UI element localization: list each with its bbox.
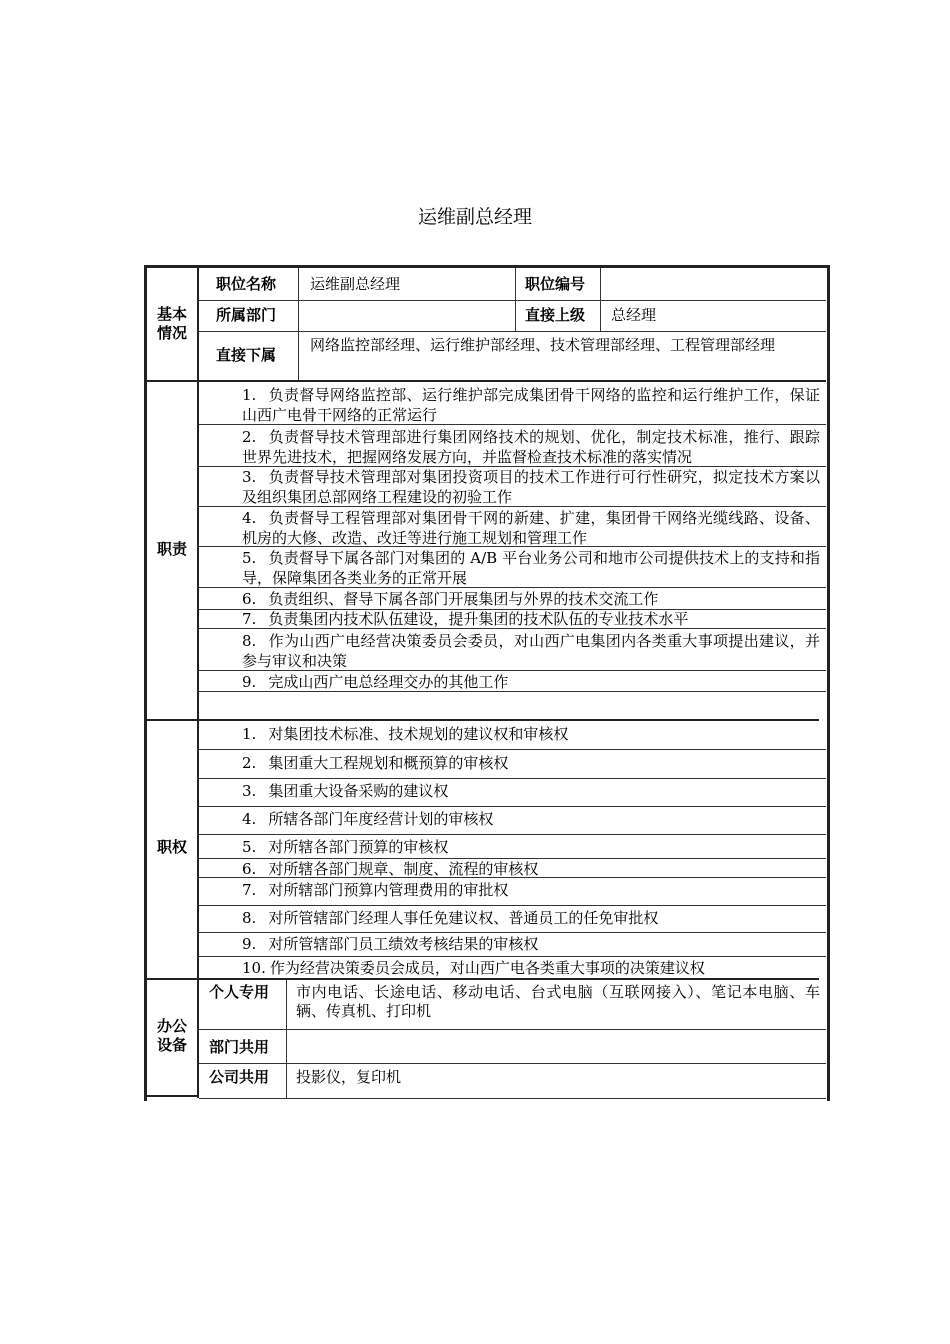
column-divider xyxy=(600,268,601,331)
section-divider xyxy=(147,380,826,382)
authority-number: 2. xyxy=(242,754,257,772)
authority-item xyxy=(242,859,820,879)
subordinates-value: 网络监控部经理、运行维护部经理、技术管理部经理、工程管理部经理 xyxy=(310,336,776,354)
duty-number: 6. xyxy=(242,590,257,608)
authority-item xyxy=(242,781,820,801)
supervisor-value: 总经理 xyxy=(611,306,657,324)
duty-item xyxy=(242,589,820,609)
authority-item xyxy=(242,934,820,954)
authority-text: 集团重大工程规划和概预算的审核权 xyxy=(268,754,509,772)
duty-item xyxy=(242,672,820,692)
authority-text: 对集团技术标准、技术规划的建议权和审核权 xyxy=(268,725,569,743)
duty-item xyxy=(242,467,820,507)
duty-item xyxy=(242,427,820,467)
authority-text: 对所辖部门预算内管理费用的审批权 xyxy=(268,881,509,899)
authority-number: 1. xyxy=(242,725,257,743)
column-divider xyxy=(515,268,516,331)
duty-number: 5. xyxy=(242,549,257,567)
authority-text: 对所管辖部门员工绩效考核结果的审核权 xyxy=(268,935,539,953)
duty-text: 作为山西广电经营决策委员会委员，对山西广电集团内各类重大事项提出建议，并参与审议和决策 xyxy=(242,632,820,670)
authority-number: 10. xyxy=(242,959,266,977)
authority-text: 对所辖各部门规章、制度、流程的审核权 xyxy=(268,860,539,878)
duty-text: 负责督导下属各部门对集团的 A/B 平台业务公司和地市公司提供技术上的支持和指导，保障集团各类业务的正常开展 xyxy=(242,549,820,587)
row-divider xyxy=(199,331,826,332)
duty-text: 负责督导网络监控部、运行维护部完成集团骨干网络的监控和运行维护工作，保证山西广电骨干网络的正常运行 xyxy=(242,386,820,424)
duty-item xyxy=(242,631,820,671)
duty-number: 4. xyxy=(242,509,257,527)
duty-text: 负责组织、督导下属各部门开展集团与外界的技术交流工作 xyxy=(268,590,659,608)
row-divider xyxy=(199,905,826,906)
authority-item xyxy=(242,724,820,744)
row-divider xyxy=(199,806,826,807)
section-divider xyxy=(147,1095,199,1097)
duty-item xyxy=(242,385,820,425)
authority-number: 7. xyxy=(242,881,257,899)
section-divider xyxy=(147,978,819,980)
column-divider xyxy=(298,268,299,380)
authority-number: 4. xyxy=(242,810,257,828)
authority-item xyxy=(242,880,820,900)
column-divider xyxy=(286,980,287,1098)
authority-text: 集团重大设备采购的建议权 xyxy=(268,782,449,800)
company-shared-value: 投影仪，复印机 xyxy=(296,1068,402,1086)
row-divider xyxy=(199,749,826,750)
duty-number: 9. xyxy=(242,673,257,691)
section-label-duties: 职责 xyxy=(156,540,187,558)
row-divider xyxy=(199,1098,826,1099)
authority-number: 6. xyxy=(242,860,257,878)
duty-number: 3. xyxy=(242,468,257,486)
row-divider xyxy=(199,1029,826,1030)
row-divider xyxy=(199,834,826,835)
row-divider xyxy=(199,778,826,779)
duty-item xyxy=(242,508,820,548)
duty-number: 8. xyxy=(242,632,257,650)
document-title: 运维副总经理 xyxy=(417,206,532,228)
position-name-label: 职位名称 xyxy=(216,275,277,293)
department-label: 所属部门 xyxy=(216,306,277,324)
supervisor-label: 直接上级 xyxy=(525,306,586,324)
duty-number: 2. xyxy=(242,428,257,446)
authority-text: 所辖各部门年度经营计划的审核权 xyxy=(268,810,494,828)
section-label-basic: 基本 情况 xyxy=(156,305,187,342)
position-name-value: 运维副总经理 xyxy=(310,275,401,293)
authority-number: 9. xyxy=(242,935,257,953)
authority-number: 3. xyxy=(242,782,257,800)
authority-item xyxy=(242,908,820,928)
section-label-authority: 职权 xyxy=(156,838,187,856)
authority-item xyxy=(242,809,820,829)
row-divider xyxy=(199,1063,826,1064)
duty-text: 负责集团内技术队伍建设，提升集团的技术队伍的专业技术水平 xyxy=(268,610,689,628)
authority-text: 作为经营决策委员会成员，对山西广电各类重大事项的决策建议权 xyxy=(269,959,705,977)
section-label-equipment: 办公 设备 xyxy=(156,1017,187,1054)
authority-number: 8. xyxy=(242,909,257,927)
authority-item xyxy=(242,753,820,773)
personal-use-label: 个人专用 xyxy=(209,983,270,1001)
position-code-label: 职位编号 xyxy=(525,275,586,293)
column-divider xyxy=(197,268,199,1098)
duty-text: 负责督导技术管理部对集团投资项目的技术工作进行可行性研究，拟定技术方案以及组织集团总部网络工程建设的初验工作 xyxy=(242,468,820,506)
company-shared-label: 公司共用 xyxy=(209,1068,270,1086)
duty-number: 1. xyxy=(242,386,257,404)
authority-item xyxy=(242,837,820,857)
duty-text: 负责督导工程管理部对集团骨干网的新建、扩建，集团骨干网络光缆线路、设备、机房的大修、改造、改迁等进行施工规划和管理工作 xyxy=(242,509,820,547)
duty-item xyxy=(242,548,820,588)
row-divider xyxy=(199,932,826,933)
authority-text: 对所辖各部门预算的审核权 xyxy=(268,838,449,856)
authority-text: 对所管辖部门经理人事任免建议权、普通员工的任免审批权 xyxy=(268,909,659,927)
duty-item xyxy=(242,609,820,629)
duty-number: 7. xyxy=(242,610,257,628)
row-divider xyxy=(199,956,826,957)
authority-item xyxy=(242,958,820,978)
subordinates-label: 直接下属 xyxy=(216,346,277,364)
duty-text: 负责督导技术管理部进行集团网络技术的规划、优化，制定技术标准，推行、跟踪世界先进技术，把握网络发展方向，并监督检查技术标准的落实情况 xyxy=(242,428,820,466)
section-divider xyxy=(147,719,819,721)
authority-number: 5. xyxy=(242,838,257,856)
department-shared-label: 部门共用 xyxy=(209,1038,270,1056)
duty-text: 完成山西广电总经理交办的其他工作 xyxy=(268,673,509,691)
personal-use-value: 市内电话、长途电话、移动电话、台式电脑（互联网接入）、笔记本电脑、车辆、传真机、打印机 xyxy=(296,983,820,1020)
row-divider xyxy=(199,300,826,301)
